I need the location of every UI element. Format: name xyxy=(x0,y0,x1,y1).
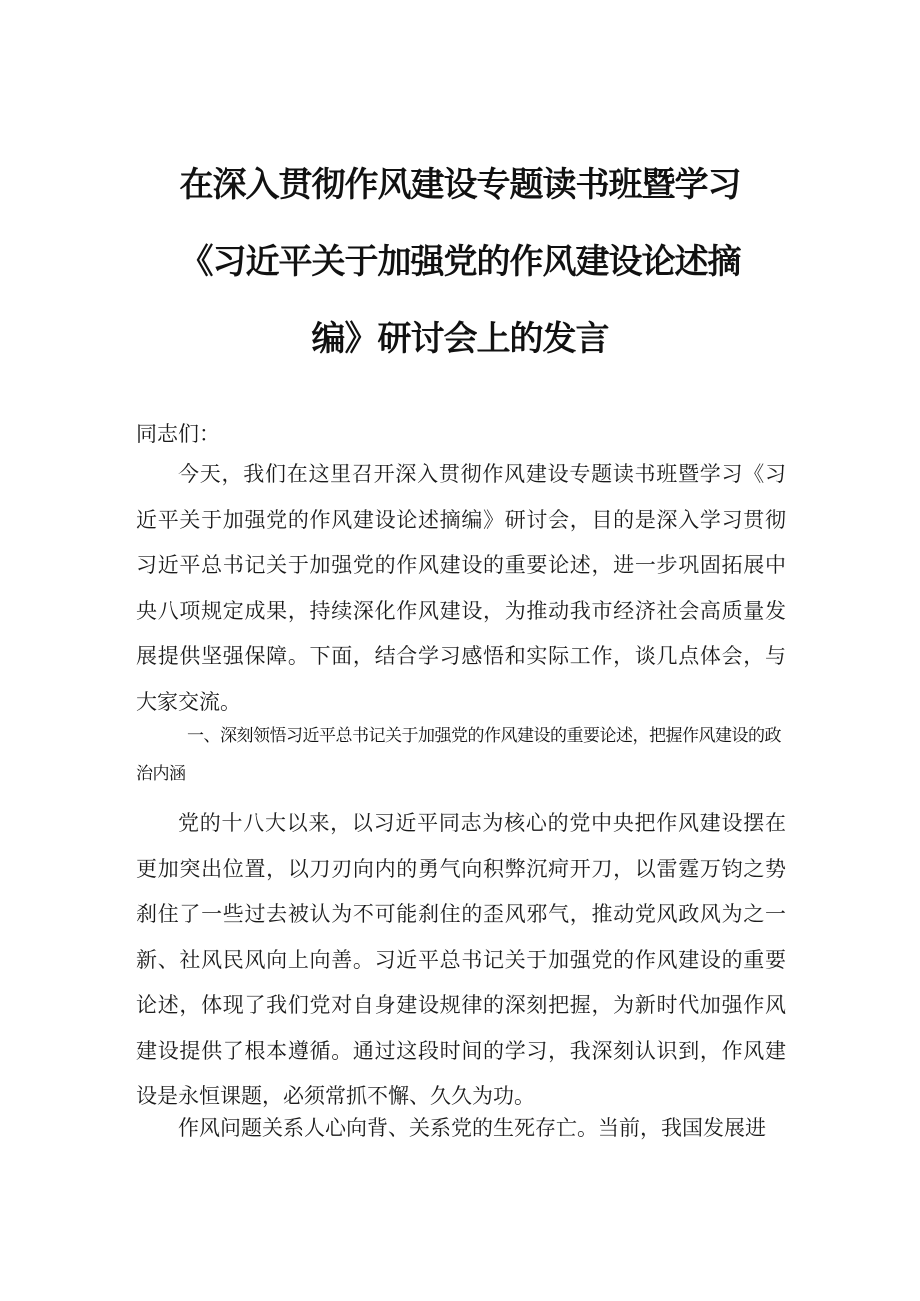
document-title-line-1: 在深入贯彻作风建设专题读书班暨学习 xyxy=(179,165,741,205)
section-heading-1: 一、深刻领悟习近平总书记关于加强党的作风建设的重要论述，把握作风建设的政治内涵 xyxy=(136,726,781,784)
paragraph-section-1-continued: 作风问题关系人心向背、关系党的生死存亡。当前，我国发展进 xyxy=(178,1116,766,1140)
paragraph-section-1: 党的十八大以来，以习近平同志为核心的党中央把作风建设摆在更加突出位置，以刀刃向内的勇气向积弊沉疴开刀，以雷霆万钧之势刹住了一些过去被认为不可能刹住的歪风邪气，推动党风政风为之一新、社风民风向上向善。习近平总书记关于加强党的作风建设的重要论述，体现了我们党对自身建设规律的深刻把握，为新时代加强作风建设提供了根本遵循。通过这段时间的学习，我深刻认识到，作风建设是永恒课题，必须常抓不懈、久久为功。 xyxy=(136,811,786,1108)
salutation: 同志们： xyxy=(136,422,220,446)
paragraph-intro: 今天，我们在这里召开深入贯彻作风建设专题读书班暨学习《习近平关于加强党的作风建设论述摘编》研讨会，目的是深入学习贯彻习近平总书记关于加强党的作风建设的重要论述，进一步巩固拓展中央八项规定成果，持续深化作风建设，为推动我市经济社会高质量发展提供坚强保障。下面，结合学习感悟和实际工作，谈几点体会，与大家交流。 xyxy=(136,462,786,714)
document-title-line-3: 编》研讨会上的发言 xyxy=(311,319,609,359)
document-title-line-2: 《习近平关于加强党的作风建设论述摘 xyxy=(179,242,741,282)
